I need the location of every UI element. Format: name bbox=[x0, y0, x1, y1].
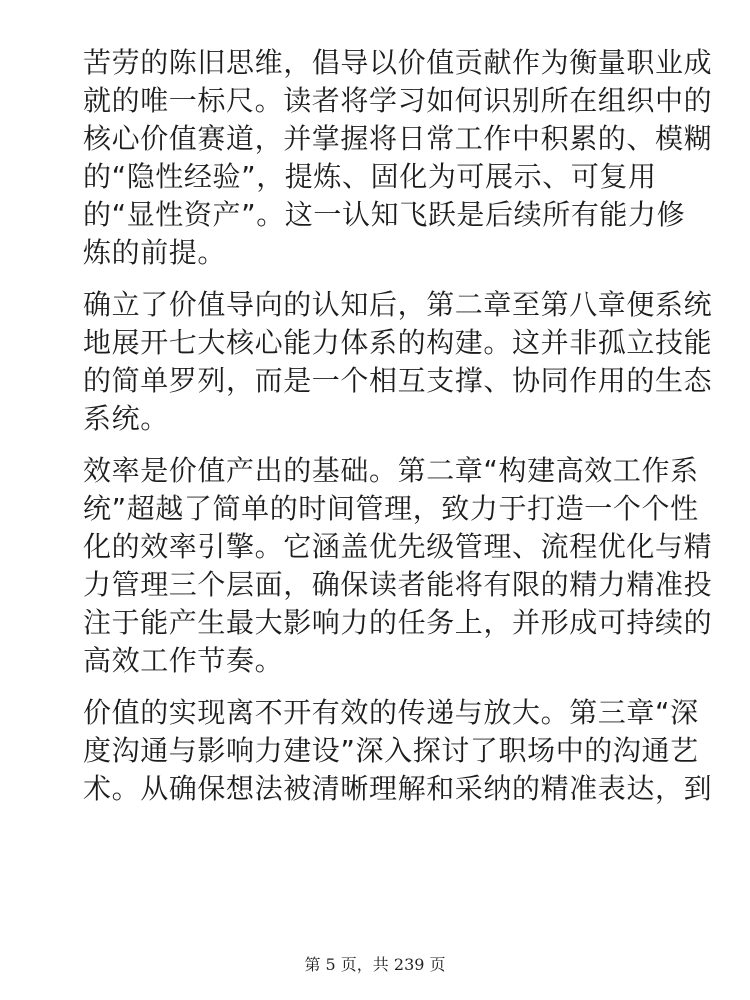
text-line: 力管理三个层面，确保读者能将有限的精力精准投 bbox=[83, 568, 713, 601]
text-line: 术。从确保想法被清晰理解和采纳的精准表达，到 bbox=[83, 772, 713, 805]
paragraph bbox=[83, 694, 713, 808]
text-line: 注于能产生最大影响力的任务上，并形成可持续的 bbox=[83, 606, 713, 639]
text-line: 度沟通与影响力建设”深入探讨了职场中的沟通艺 bbox=[83, 734, 699, 767]
text-line: 地展开七大核心能力体系的构建。这并非孤立技能 bbox=[83, 326, 713, 359]
text-line: 苦劳的陈旧思维，倡导以价值贡献作为衡量职业成 bbox=[83, 46, 713, 79]
text-line: 核心价值赛道，并掌握将日常工作中积累的、模糊 bbox=[83, 122, 713, 155]
text-line: 高效工作节奏。 bbox=[83, 644, 284, 677]
text-line: 系统。 bbox=[83, 402, 169, 435]
paragraph bbox=[83, 44, 713, 272]
text-line: 就的唯一标尺。读者将学习如何识别所在组织中的 bbox=[83, 84, 713, 117]
text-line: 价值的实现离不开有效的传递与放大。第三章“深 bbox=[83, 696, 699, 729]
paragraph bbox=[83, 452, 713, 680]
text-line: 炼的前提。 bbox=[83, 236, 227, 269]
text-line: 的“隐性经验”，提炼、固化为可展示、可复用 bbox=[83, 160, 657, 193]
document-body bbox=[83, 44, 713, 822]
page-number-footer: 第 5 页，共 239 页 bbox=[304, 955, 446, 974]
text-line: 效率是价值产出的基础。第二章“构建高效工作系 bbox=[83, 454, 699, 487]
text-line: 的简单罗列，而是一个相互支撑、协同作用的生态 bbox=[83, 364, 713, 397]
text-line: 统”超越了简单的时间管理，致力于打造一个个性 bbox=[83, 492, 699, 525]
text-line: 化的效率引擎。它涵盖优先级管理、流程优化与精 bbox=[83, 530, 713, 563]
text-line: 的“显性资产”。这一认知飞跃是后续所有能力修 bbox=[83, 198, 686, 231]
paragraph bbox=[83, 286, 713, 438]
text-line: 确立了价值导向的认知后，第二章至第八章便系统 bbox=[83, 288, 713, 321]
